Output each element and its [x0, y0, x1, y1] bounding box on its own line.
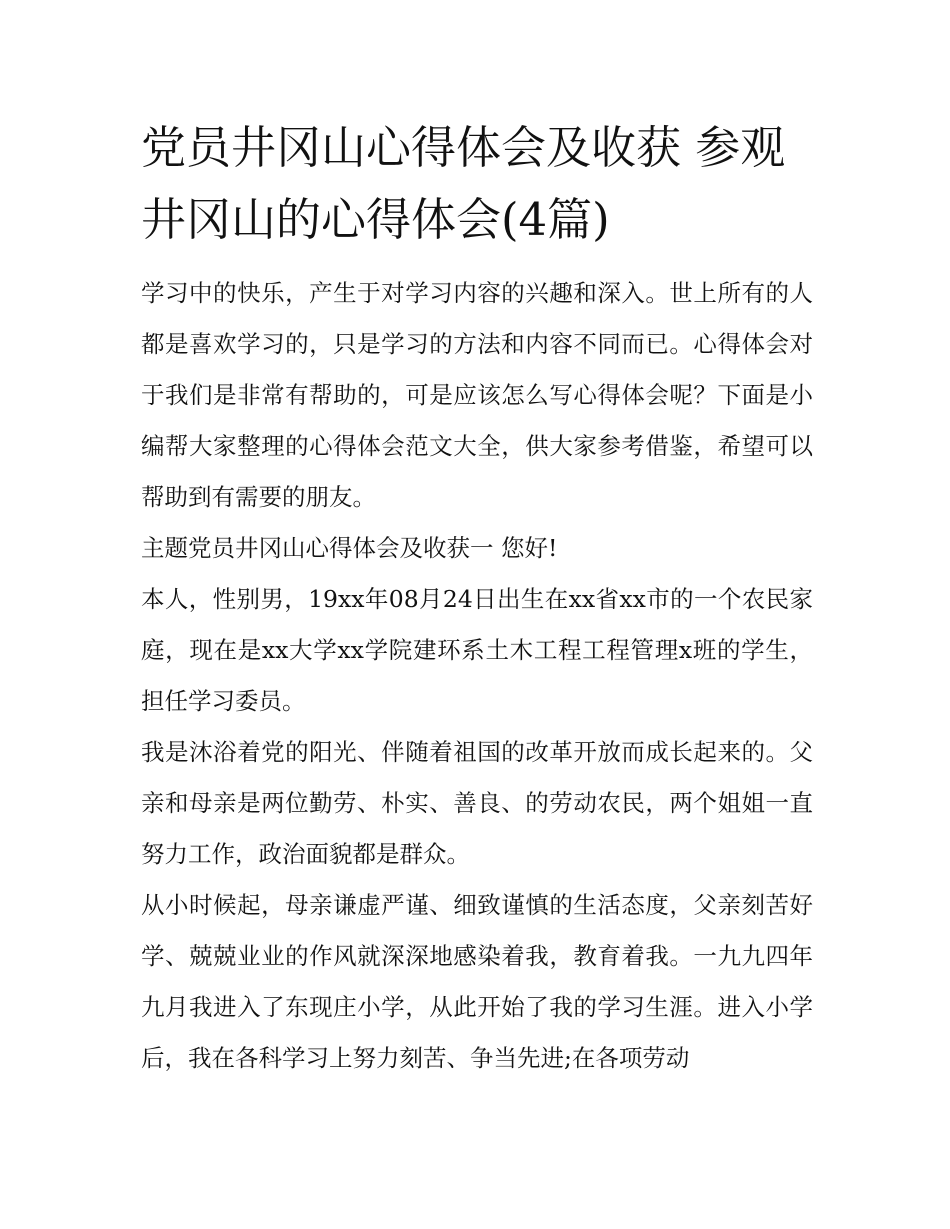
document-title: 党员井冈山心得体会及收获 参观井冈山的心得体会(4篇)	[141, 121, 786, 246]
document-body	[141, 112, 813, 1084]
family-paragraph: 我是沐浴着党的阳光、伴随着祖国的改革开放而成长起来的。父亲和母亲是两位勤劳、朴实、善良、的劳动农民，两个姐姐一直努力工作，政治面貌都是群众。	[141, 738, 813, 868]
childhood-paragraph: 从小时候起，母亲谦虚严谨、细致谨慎的生活态度，父亲刻苦好学、兢兢业业的作风就深深地感染着我，教育着我。一九九四年九月我进入了东现庄小学，从此开始了我的学习生涯。进入小学后，我在各科学习上努力刻苦、争当先进;在各项劳动	[141, 891, 813, 1072]
personal-info-paragraph: 本人，性别男，19xx年08月24日出生在xx省xx市的一个农民家庭，现在是xx大学xx学院建环系土木工程工程管理x班的学生，担任学习委员。	[141, 585, 813, 715]
intro-paragraph: 学习中的快乐，产生于对学习内容的兴趣和深入。世上所有的人都是喜欢学习的，只是学习的方法和内容不同而已。心得体会对于我们是非常有帮助的，可是应该怎么写心得体会呢？下面是小编帮大家整理的心得体会范文大全，供大家参考借鉴，希望可以帮助到有需要的朋友。	[141, 279, 813, 511]
section-heading-paragraph: 主题党员井冈山心得体会及收获一 您好!	[141, 534, 558, 562]
